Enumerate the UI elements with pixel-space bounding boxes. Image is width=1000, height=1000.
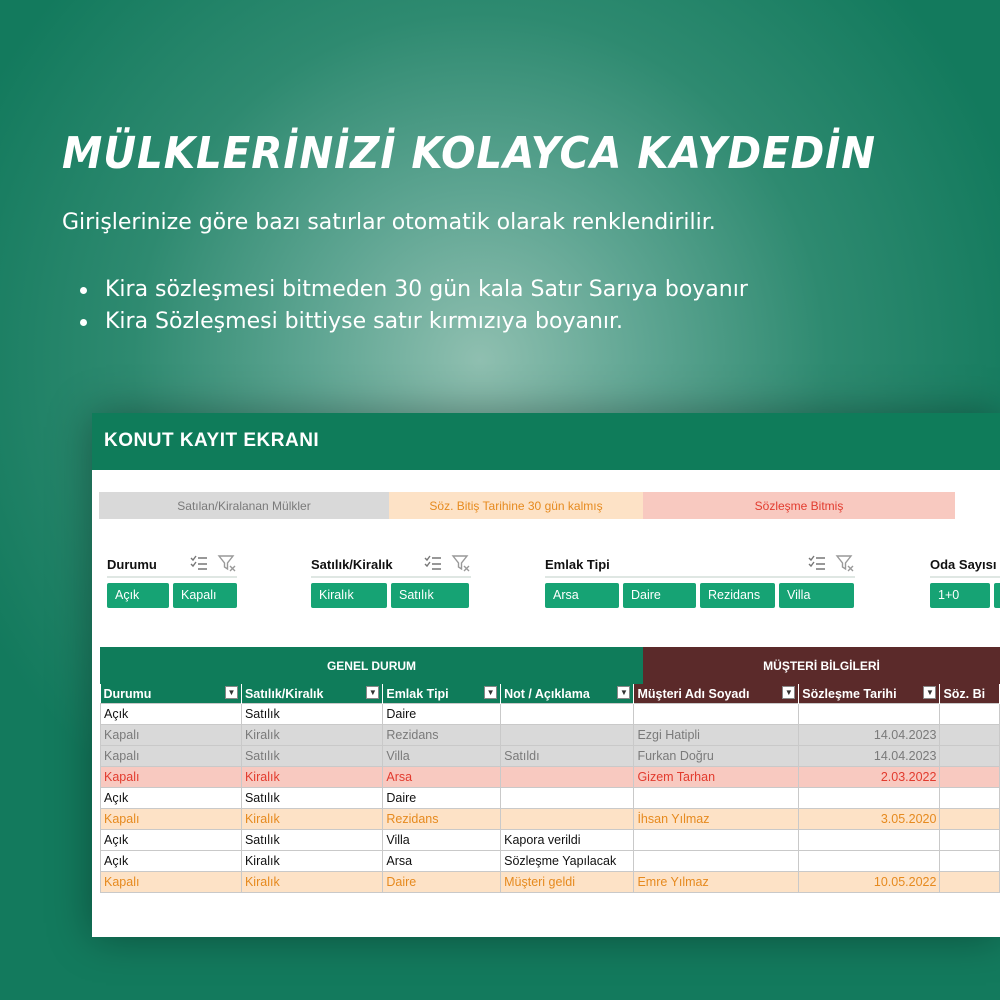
table-cell[interactable] xyxy=(940,809,1000,830)
table-row xyxy=(101,704,1000,725)
table-header-row xyxy=(101,684,1000,704)
filter-dropdown-icon[interactable]: ▼ xyxy=(225,686,238,699)
table-cell[interactable] xyxy=(799,830,940,851)
sheet-title: KONUT KAYIT EKRANI xyxy=(104,430,320,451)
clear-filter-icon[interactable] xyxy=(835,553,855,573)
column-header[interactable]: Emlak Tipi ▼ xyxy=(383,684,501,704)
slicer-divider xyxy=(930,576,1000,578)
table-cell[interactable]: Satılık xyxy=(241,788,382,809)
table-row xyxy=(101,725,1000,746)
column-header[interactable]: Söz. Bi xyxy=(940,684,1000,704)
bullet-dot-icon xyxy=(80,319,87,326)
bullet-dot-icon xyxy=(80,287,87,294)
table-cell[interactable] xyxy=(940,704,1000,725)
legend-expired: Sözleşme Bitmiş xyxy=(643,492,955,519)
table-cell[interactable] xyxy=(940,788,1000,809)
slicer-divider xyxy=(311,576,471,578)
column-header[interactable]: Satılık/Kiralık ▼ xyxy=(241,684,382,704)
table-cell[interactable]: Müşteri geldi xyxy=(501,872,634,893)
table-cell[interactable]: Kapalı xyxy=(101,767,242,788)
table-cell[interactable]: Açık xyxy=(101,830,242,851)
subtitle: Girişlerinize göre bazı satırlar otomatik olarak renklendirilir. xyxy=(62,210,716,235)
table-cell[interactable]: Açık xyxy=(101,704,242,725)
table-cell[interactable]: 2.03.2022 xyxy=(799,767,940,788)
table-cell[interactable] xyxy=(940,725,1000,746)
table-cell[interactable]: Satılık xyxy=(241,830,382,851)
table-cell[interactable]: Kapalı xyxy=(101,725,242,746)
table-cell[interactable]: Furkan Doğru xyxy=(634,746,799,767)
clear-filter-icon[interactable] xyxy=(217,553,237,573)
table-cell[interactable]: Satıldı xyxy=(501,746,634,767)
table-cell[interactable]: Kiralık xyxy=(241,767,382,788)
bullet-item: Kira Sözleşmesi bittiyse satır kırmızıya boyanır. xyxy=(80,306,748,338)
slicer-title: Durumu xyxy=(107,557,157,572)
table-cell[interactable] xyxy=(501,725,634,746)
bullet-item: Kira sözleşmesi bitmeden 30 gün kala Satır Sarıya boyanır xyxy=(80,274,748,306)
table-cell[interactable]: Daire xyxy=(383,788,501,809)
group-header-genel-durum: GENEL DURUM xyxy=(100,647,643,684)
table-cell[interactable] xyxy=(634,704,799,725)
table-cell[interactable]: Arsa xyxy=(383,767,501,788)
table-cell[interactable] xyxy=(501,704,634,725)
table-cell[interactable]: Gizem Tarhan xyxy=(634,767,799,788)
column-header[interactable]: Sözleşme Tarihi ▼ xyxy=(799,684,940,704)
slicer-button[interactable]: Kiralık xyxy=(311,583,387,608)
table-cell[interactable]: Sözleşme Yapılacak xyxy=(501,851,634,872)
table-cell[interactable]: Daire xyxy=(383,872,501,893)
spreadsheet-window xyxy=(92,413,1000,937)
slicer-button[interactable] xyxy=(994,583,1000,608)
multi-select-icon[interactable] xyxy=(189,553,209,573)
table-cell[interactable]: İhsan Yılmaz xyxy=(634,809,799,830)
table-cell[interactable]: Emre Yılmaz xyxy=(634,872,799,893)
table-cell[interactable]: 14.04.2023 xyxy=(799,725,940,746)
table-cell[interactable]: Satılık xyxy=(241,746,382,767)
column-header[interactable]: Not / Açıklama ▼ xyxy=(501,684,634,704)
table-cell[interactable] xyxy=(799,704,940,725)
table-cell[interactable] xyxy=(501,788,634,809)
table-cell[interactable] xyxy=(799,788,940,809)
table-row xyxy=(101,872,1000,893)
table-row xyxy=(101,746,1000,767)
table-cell[interactable]: Daire xyxy=(383,704,501,725)
slicer-button[interactable]: Satılık xyxy=(391,583,469,608)
filter-dropdown-icon[interactable]: ▼ xyxy=(617,686,630,699)
column-header[interactable]: Müşteri Adı Soyadı ▼ xyxy=(634,684,799,704)
legend-expiring: Söz. Bitiş Tarihine 30 gün kalmış xyxy=(389,492,643,519)
slicer-title: Emlak Tipi xyxy=(545,557,610,572)
table-cell[interactable] xyxy=(940,830,1000,851)
table-cell[interactable]: Kapalı xyxy=(101,872,242,893)
table-cell[interactable]: 14.04.2023 xyxy=(799,746,940,767)
table-cell[interactable]: Villa xyxy=(383,830,501,851)
table-cell[interactable] xyxy=(940,851,1000,872)
table-cell[interactable]: Ezgi Hatipli xyxy=(634,725,799,746)
table-cell[interactable] xyxy=(634,788,799,809)
table-row xyxy=(101,851,1000,872)
slicer-button[interactable]: Kapalı xyxy=(173,583,237,608)
clear-filter-icon[interactable] xyxy=(451,553,471,573)
table-cell[interactable] xyxy=(799,851,940,872)
table-cell[interactable]: 3.05.2020 xyxy=(799,809,940,830)
bullet-list xyxy=(80,274,748,338)
table-row xyxy=(101,767,1000,788)
table-row xyxy=(101,788,1000,809)
table-cell[interactable]: Rezidans xyxy=(383,809,501,830)
table-cell[interactable] xyxy=(501,809,634,830)
table-cell[interactable] xyxy=(501,767,634,788)
sheet-header xyxy=(92,413,1000,470)
slicer-title: Satılık/Kiralık xyxy=(311,557,393,572)
filter-dropdown-icon[interactable]: ▼ xyxy=(366,686,379,699)
table-cell[interactable]: Rezidans xyxy=(383,725,501,746)
slicer-divider xyxy=(107,576,237,578)
filter-dropdown-icon[interactable]: ▼ xyxy=(484,686,497,699)
table-cell[interactable] xyxy=(634,851,799,872)
slicer-button[interactable]: Villa xyxy=(779,583,854,608)
table-cell[interactable]: Kiralık xyxy=(241,809,382,830)
table-cell[interactable] xyxy=(940,746,1000,767)
table-cell[interactable]: Kiralık xyxy=(241,872,382,893)
table-cell[interactable] xyxy=(940,872,1000,893)
slicer-title: Oda Sayısı xyxy=(930,557,997,572)
multi-select-icon[interactable] xyxy=(807,553,827,573)
table-cell[interactable]: Açık xyxy=(101,788,242,809)
table-cell[interactable]: Kapalı xyxy=(101,809,242,830)
table-cell[interactable]: 10.05.2022 xyxy=(799,872,940,893)
table-row xyxy=(101,809,1000,830)
table-cell[interactable]: Kapora verildi xyxy=(501,830,634,851)
slicer-button[interactable]: 1+0 xyxy=(930,583,990,608)
table-cell[interactable]: Kapalı xyxy=(101,746,242,767)
group-header-musteri-bilgileri: MÜŞTERİ BİLGİLERİ xyxy=(643,647,1000,684)
table-row xyxy=(101,830,1000,851)
slicer-divider xyxy=(545,576,855,578)
legend-sold: Satılan/Kiralanan Mülkler xyxy=(99,492,389,519)
table-cell[interactable]: Kiralık xyxy=(241,851,382,872)
table-cell[interactable] xyxy=(634,830,799,851)
column-header[interactable]: Durumu ▼ xyxy=(101,684,242,704)
slicer-button[interactable]: Rezidans xyxy=(700,583,775,608)
filter-dropdown-icon[interactable]: ▼ xyxy=(923,686,936,699)
filter-dropdown-icon[interactable]: ▼ xyxy=(782,686,795,699)
table-cell[interactable] xyxy=(940,767,1000,788)
table-cell[interactable]: Arsa xyxy=(383,851,501,872)
slicer-button[interactable]: Arsa xyxy=(545,583,619,608)
slicer-button[interactable]: Daire xyxy=(623,583,696,608)
multi-select-icon[interactable] xyxy=(423,553,443,573)
table-cell[interactable]: Kiralık xyxy=(241,725,382,746)
table-cell[interactable]: Satılık xyxy=(241,704,382,725)
property-table xyxy=(100,684,1000,893)
headline: MÜLKLERİNİZİ KOLAYCA KAYDEDİN xyxy=(62,128,876,179)
table-cell[interactable]: Villa xyxy=(383,746,501,767)
table-cell[interactable]: Açık xyxy=(101,851,242,872)
slicer-button[interactable]: Açık xyxy=(107,583,169,608)
